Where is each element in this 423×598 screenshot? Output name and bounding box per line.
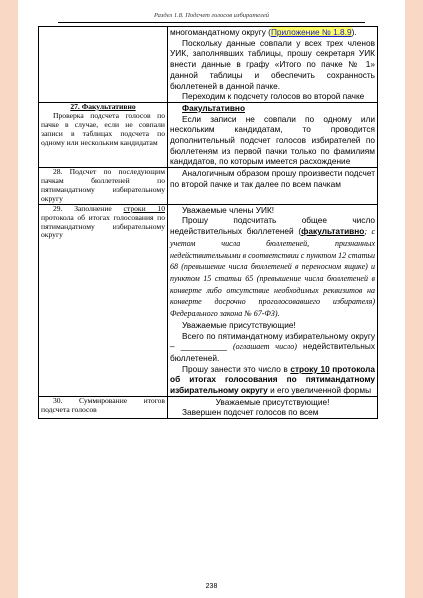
right-cell: Аналогичным образом прошу произвести подсчет по второй пачке и так далее по всем пачкам [168, 168, 378, 205]
table-row [39, 27, 378, 103]
right-cell: Уважаемые присутствующие! Завершен подсчет голосов по всем [168, 396, 378, 418]
left-cell: 30. Суммирование итогов подсчета голосов [39, 396, 168, 418]
left-cell: 28. Подсчет по последующим пачкам бюллетеней по пятимандатному избирательному округу [39, 168, 168, 205]
document-page [18, 0, 405, 598]
right-cell: Факультативно Если записи не совпали по одному или нескольким кандидатам, то проводится дополнительный подсчет голосов избирателей по бюллетеням из первой пачки только по фамилиям кандидатов, по которым имеется расхождение [168, 102, 378, 167]
left-margin-band [0, 0, 18, 598]
appendix-link[interactable]: Приложение № 1.8.9 [270, 27, 352, 37]
left-cell: 27. Факультативно Проверка подсчета голосов по пачке в случае, если не совпали записи в таблицах подсчета по одному или нескольким кандидатам [39, 102, 168, 167]
right-cell: многомандатному округу (Приложение № 1.8.9). Поскольку данные совпали у всех трех членов УИК, заполнявших таблицы, прошу секретаря УИК внести данные в графу «Итого по пачке № 1» данной таблицы и обеспечить сохранность бюллетеней в данной пачке. Переходим к подсчету голосов во второй пачке [168, 27, 378, 103]
table-row [39, 396, 378, 418]
item-title: 27. Факультативно [70, 101, 136, 111]
table-row [39, 102, 378, 167]
right-margin-band [405, 0, 423, 598]
page-number: 238 [205, 583, 218, 590]
left-cell: 29. Заполнение строки 10 протокола об итогах голосования по пятимандатному избирательному округу [39, 204, 168, 396]
left-cell-empty [39, 27, 168, 103]
procedure-table [38, 26, 378, 419]
table-row [39, 168, 378, 205]
table-row [39, 204, 378, 396]
header-rule [58, 22, 365, 23]
right-cell: Уважаемые члены УИК! Прошу подсчитать общее число недействительных бюллетеней (факультативно; с учетом числа бюллетеней, признанных недействительными в соответствии с пунктом 12 статьи 68 (превышение числа бюллетеней в переносном ящике) и пунктом 15 статьи 65 (превышение числа бюллетеней в конверте либо отсутствие необходимых реквизитов на конверте досрочно проголосовавшего избирателя) Федерального закона № 67-ФЗ). Уважаемые присутствующие! Всего по пятимандатному избирательному округу – __________ (оглашает число) недействительных бюллетеней. Прошу занести это число в строку 10 протокола об итогах голосования по пятимандатному избирательному округу и его увеличенной формы [168, 204, 378, 396]
running-header: Раздел 1.8. Подсчет голосов избирателей [153, 12, 270, 19]
